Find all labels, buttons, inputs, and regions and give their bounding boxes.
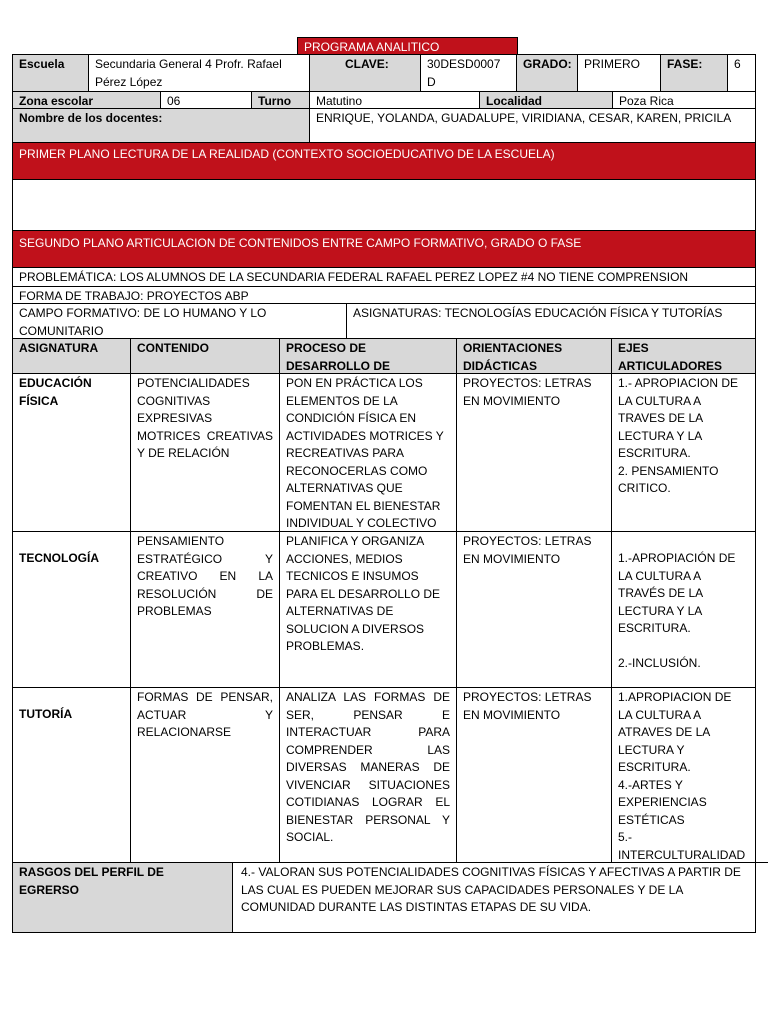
row-orientaciones: PROYECTOS: LETRAS EN MOVIMIENTO bbox=[456, 531, 612, 688]
rasgos-divider bbox=[755, 862, 768, 863]
row-asignatura bbox=[12, 687, 131, 863]
grado-label: GRADO: bbox=[516, 54, 578, 92]
segundo-plano-heading: SEGUNDO PLANO ARTICULACION DE CONTENIDOS ENTRE CAMPO FORMATIVO, GRADO O FASE bbox=[12, 230, 756, 268]
row-proceso: ANALIZA LAS FORMAS DE SER, PENSAR E INTERACTUAR PARA COMPRENDER LAS DIVERSAS MANERAS DE VIVENCIAR SITUACIONES COTIDIANAS LOGRAR EL BIENESTAR PERSONAL Y SOCIAL. bbox=[279, 687, 457, 863]
row-orientaciones: PROYECTOS: LETRAS EN MOVIMIENTO bbox=[456, 687, 612, 863]
row-ejes: 1.APROPIACION DE LA CULTURA A ATRAVES DE LA LECTURA Y ESCRITURA. 4.-ARTES Y EXPERIENCIAS ESTÉTICAS 5.-INTERCULTURALIDAD bbox=[611, 687, 756, 863]
escuela-label: Escuela bbox=[12, 54, 89, 92]
turno-value: Matutino bbox=[309, 91, 480, 109]
th-asignatura: ASIGNATURA bbox=[12, 338, 131, 374]
fase-label: FASE: bbox=[660, 54, 728, 92]
row-contenido: PENSAMIENTO ESTRATÉGICO Y CREATIVO EN LA RESOLUCIÓN DE PROBLEMAS bbox=[130, 531, 280, 688]
document-title: PROGRAMA ANALITICO bbox=[297, 37, 518, 55]
th-proceso: PROCESO DE DESARROLLO DE bbox=[279, 338, 457, 374]
escuela-value: Secundaria General 4 Profr. Rafael Pérez López bbox=[88, 54, 310, 92]
row-ejes-text: 1.-APROPIACIÓN DE LA CULTURA A TRAVÉS DE LA LECTURA Y LA ESCRITURA. 2.-INCLUSIÓN. bbox=[618, 551, 736, 670]
grado-value: PRIMERO bbox=[577, 54, 661, 92]
row-proceso: PON EN PRÁCTICA LOS ELEMENTOS DE LA CONDICIÓN FÍSICA EN ACTIVIDADES MOTRICES Y RECREATIVAS PARA RECONOCERLAS COMO ALTERNATIVAS QUE FOMENTAN EL BIENESTAR INDIVIDUAL Y COLECTIVO bbox=[279, 373, 457, 532]
zona-label: Zona escolar bbox=[12, 91, 161, 109]
row-ejes: 1.- APROPIACION DE LA CULTURA A TRAVES DE LA LECTURA Y LA ESCRITURA. 2. PENSAMIENTO CRITICO. bbox=[611, 373, 756, 532]
th-contenido: CONTENIDO bbox=[130, 338, 280, 374]
localidad-label: Localidad bbox=[479, 91, 613, 109]
th-ejes: EJES ARTICULADORES bbox=[611, 338, 756, 374]
row-asignatura: EDUCACIÓN FÍSICA bbox=[12, 373, 131, 532]
forma-de-trabajo: FORMA DE TRABAJO: PROYECTOS ABP bbox=[12, 286, 756, 304]
row-ejes bbox=[611, 531, 756, 688]
problematica: PROBLEMÁTICA: LOS ALUMNOS DE LA SECUNDARIA FEDERAL RAFAEL PEREZ LOPEZ #4 NO TIENE COMPRENSION bbox=[12, 267, 756, 287]
row-asignatura-text: TUTORÍA bbox=[19, 707, 73, 721]
row-asignatura-text: TECNOLOGÍA bbox=[19, 551, 99, 565]
zona-value: 06 bbox=[160, 91, 252, 109]
turno-label: Turno bbox=[251, 91, 310, 109]
th-orientaciones: ORIENTACIONES DIDÁCTICAS bbox=[456, 338, 612, 374]
primer-plano-body bbox=[12, 179, 756, 231]
rasgos-label: RASGOS DEL PERFIL DE EGRERSO bbox=[12, 862, 233, 933]
clave-label: CLAVE: bbox=[309, 54, 421, 92]
docentes-label: Nombre de los docentes: bbox=[12, 108, 310, 143]
row-asignatura bbox=[12, 531, 131, 688]
row-proceso: PLANIFICA Y ORGANIZA ACCIONES, MEDIOS TECNICOS E INSUMOS PARA EL DESARROLLO DE ALTERNATIVAS DE SOLUCION A DIVERSOS PROBLEMAS. bbox=[279, 531, 457, 688]
docentes-value: ENRIQUE, YOLANDA, GUADALUPE, VIRIDIANA, CESAR, KAREN, PRICILA bbox=[309, 108, 756, 143]
localidad-value: Poza Rica bbox=[612, 91, 756, 109]
row-contenido: POTENCIALIDADES COGNITIVAS EXPRESIVAS MOTRICES CREATIVAS Y DE RELACIÓN bbox=[130, 373, 280, 532]
row-contenido: FORMAS DE PENSAR, ACTUAR Y RELACIONARSE bbox=[130, 687, 280, 863]
row-orientaciones: PROYECTOS: LETRAS EN MOVIMIENTO bbox=[456, 373, 612, 532]
campo-formativo: CAMPO FORMATIVO: DE LO HUMANO Y LO COMUNITARIO bbox=[12, 303, 347, 339]
primer-plano-heading: PRIMER PLANO LECTURA DE LA REALIDAD (CONTEXTO SOCIOEDUCATIVO DE LA ESCUELA) bbox=[12, 142, 756, 180]
asignaturas: ASIGNATURAS: TECNOLOGÍAS EDUCACIÓN FÍSICA Y TUTORÍAS bbox=[346, 303, 756, 339]
clave-value: 30DESD0007 D bbox=[420, 54, 517, 92]
rasgos-value: 4.- VALORAN SUS POTENCIALIDADES COGNITIVAS FÍSICAS Y AFECTIVAS A PARTIR DE LAS CUAL ES PUEDEN MEJORAR SUS CAPACIDADES PERSONALES Y DE LA COMUNIDAD DURANTE LAS DISTINTAS ETAPAS DE SU VIDA. bbox=[232, 862, 756, 933]
fase-value: 6 bbox=[727, 54, 756, 92]
